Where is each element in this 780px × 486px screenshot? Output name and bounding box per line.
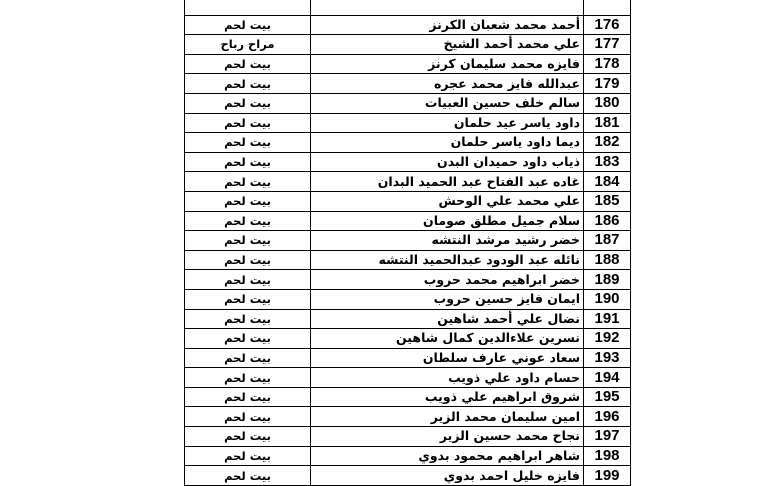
table-row xyxy=(185,466,631,486)
table-row xyxy=(185,15,631,35)
table-row xyxy=(185,427,631,447)
city-cell: بيت لحم xyxy=(185,191,311,211)
city-cell: بيت لحم xyxy=(185,348,311,368)
city-cell: بيت لحم xyxy=(185,152,311,172)
table-row xyxy=(185,35,631,55)
table-row xyxy=(185,152,631,172)
table-row xyxy=(185,191,631,211)
city-cell: بيت لحم xyxy=(185,54,311,74)
city-cell: بيت لحم xyxy=(185,231,311,251)
city-cell: بيت لحم xyxy=(185,93,311,113)
table-row xyxy=(185,0,631,15)
table-row xyxy=(185,172,631,192)
table-row xyxy=(185,329,631,349)
row-number-cell: 176 xyxy=(584,15,631,35)
table-row xyxy=(185,387,631,407)
name-cell xyxy=(311,0,584,15)
row-number-cell: 185 xyxy=(584,191,631,211)
city-cell: بيت لحم xyxy=(185,466,311,486)
name-cell: داود ياسر عيد حلمان xyxy=(311,113,584,133)
name-cell: سالم خلف حسين العبيات xyxy=(311,93,584,113)
name-cell: نسرين علاءالدين كمال شاهين xyxy=(311,329,584,349)
row-number-cell: 182 xyxy=(584,133,631,153)
city-cell: بيت لحم xyxy=(185,309,311,329)
city-cell: بيت لحم xyxy=(185,446,311,466)
table-row xyxy=(185,231,631,251)
city-cell: بيت لحم xyxy=(185,368,311,388)
name-cell: شاهر ابراهيم محمود بدوي xyxy=(311,446,584,466)
city-cell: بيت لحم xyxy=(185,250,311,270)
table-row xyxy=(185,289,631,309)
name-cell: خضر رشيد مرشد النتشه xyxy=(311,231,584,251)
row-number-cell: 191 xyxy=(584,309,631,329)
row-number-cell: 189 xyxy=(584,270,631,290)
name-cell: خضر ابراهيم محمد حروب xyxy=(311,270,584,290)
city-cell: بيت لحم xyxy=(185,211,311,231)
row-number-cell: 195 xyxy=(584,387,631,407)
name-cell: سلام جميل مطلق صومان xyxy=(311,211,584,231)
name-cell: سعاد عوني عارف سلطان xyxy=(311,348,584,368)
row-number-cell: 183 xyxy=(584,152,631,172)
name-cell: امين سليمان محمد الزير xyxy=(311,407,584,427)
city-cell: بيت لحم xyxy=(185,289,311,309)
name-cell: عبدالله فايز محمد عجره xyxy=(311,74,584,94)
city-cell: بيت لحم xyxy=(185,329,311,349)
row-number-cell: 187 xyxy=(584,231,631,251)
row-number-cell: 192 xyxy=(584,329,631,349)
table-row xyxy=(185,348,631,368)
city-cell: بيت لحم xyxy=(185,407,311,427)
row-number-cell: 178 xyxy=(584,54,631,74)
row-number-cell: 199 xyxy=(584,466,631,486)
row-number-cell: 180 xyxy=(584,93,631,113)
table-row xyxy=(185,270,631,290)
row-number-cell: 186 xyxy=(584,211,631,231)
table-body xyxy=(185,0,631,485)
name-cell: حسام داود علي ذويب xyxy=(311,368,584,388)
row-number-cell: 197 xyxy=(584,427,631,447)
city-cell: بيت لحم xyxy=(185,270,311,290)
name-cell: فايزه خليل احمد بدوي xyxy=(311,466,584,486)
table-row xyxy=(185,446,631,466)
city-cell: بيت لحم xyxy=(185,15,311,35)
name-cell: علي محمد علي الوحش xyxy=(311,191,584,211)
city-cell xyxy=(185,0,311,15)
row-number-cell xyxy=(584,0,631,15)
row-number-cell: 179 xyxy=(584,74,631,94)
row-number-cell: 194 xyxy=(584,368,631,388)
table-row xyxy=(185,113,631,133)
name-cell: ديما داود ياسر حلمان xyxy=(311,133,584,153)
name-cell: نائله عبد الودود عبدالحميد النتشه xyxy=(311,250,584,270)
table-row xyxy=(185,211,631,231)
name-cell: غاده عبد الفتاح عبد الحميد البدان xyxy=(311,172,584,192)
city-cell: بيت لحم xyxy=(185,113,311,133)
name-cell: ذياب داود حميدان البدن xyxy=(311,152,584,172)
table-row xyxy=(185,133,631,153)
table-row xyxy=(185,93,631,113)
name-cell: علي محمد أحمد الشيخ xyxy=(311,35,584,55)
row-number-cell: 190 xyxy=(584,289,631,309)
name-cell: شروق ابراهيم علي ذويب xyxy=(311,387,584,407)
names-table xyxy=(184,0,631,486)
row-number-cell: 198 xyxy=(584,446,631,466)
table-row xyxy=(185,250,631,270)
row-number-cell: 193 xyxy=(584,348,631,368)
city-cell: بيت لحم xyxy=(185,427,311,447)
row-number-cell: 177 xyxy=(584,35,631,55)
table-row xyxy=(185,368,631,388)
name-cell: فايزه محمد سليمان كرنز xyxy=(311,54,584,74)
row-number-cell: 196 xyxy=(584,407,631,427)
row-number-cell: 181 xyxy=(584,113,631,133)
city-cell: بيت لحم xyxy=(185,133,311,153)
row-number-cell: 184 xyxy=(584,172,631,192)
city-cell: بيت لحم xyxy=(185,74,311,94)
city-cell: مراح رباح xyxy=(185,35,311,55)
table-row xyxy=(185,54,631,74)
name-cell: نضال علي أحمد شاهين xyxy=(311,309,584,329)
table-row xyxy=(185,74,631,94)
name-cell: نجاح محمد حسين الزير xyxy=(311,427,584,447)
table-row xyxy=(185,309,631,329)
name-cell: ايمان فايز حسين حروب xyxy=(311,289,584,309)
table-row xyxy=(185,407,631,427)
name-cell: أحمد محمد شعبان الكرنز xyxy=(311,15,584,35)
city-cell: بيت لحم xyxy=(185,387,311,407)
city-cell: بيت لحم xyxy=(185,172,311,192)
row-number-cell: 188 xyxy=(584,250,631,270)
